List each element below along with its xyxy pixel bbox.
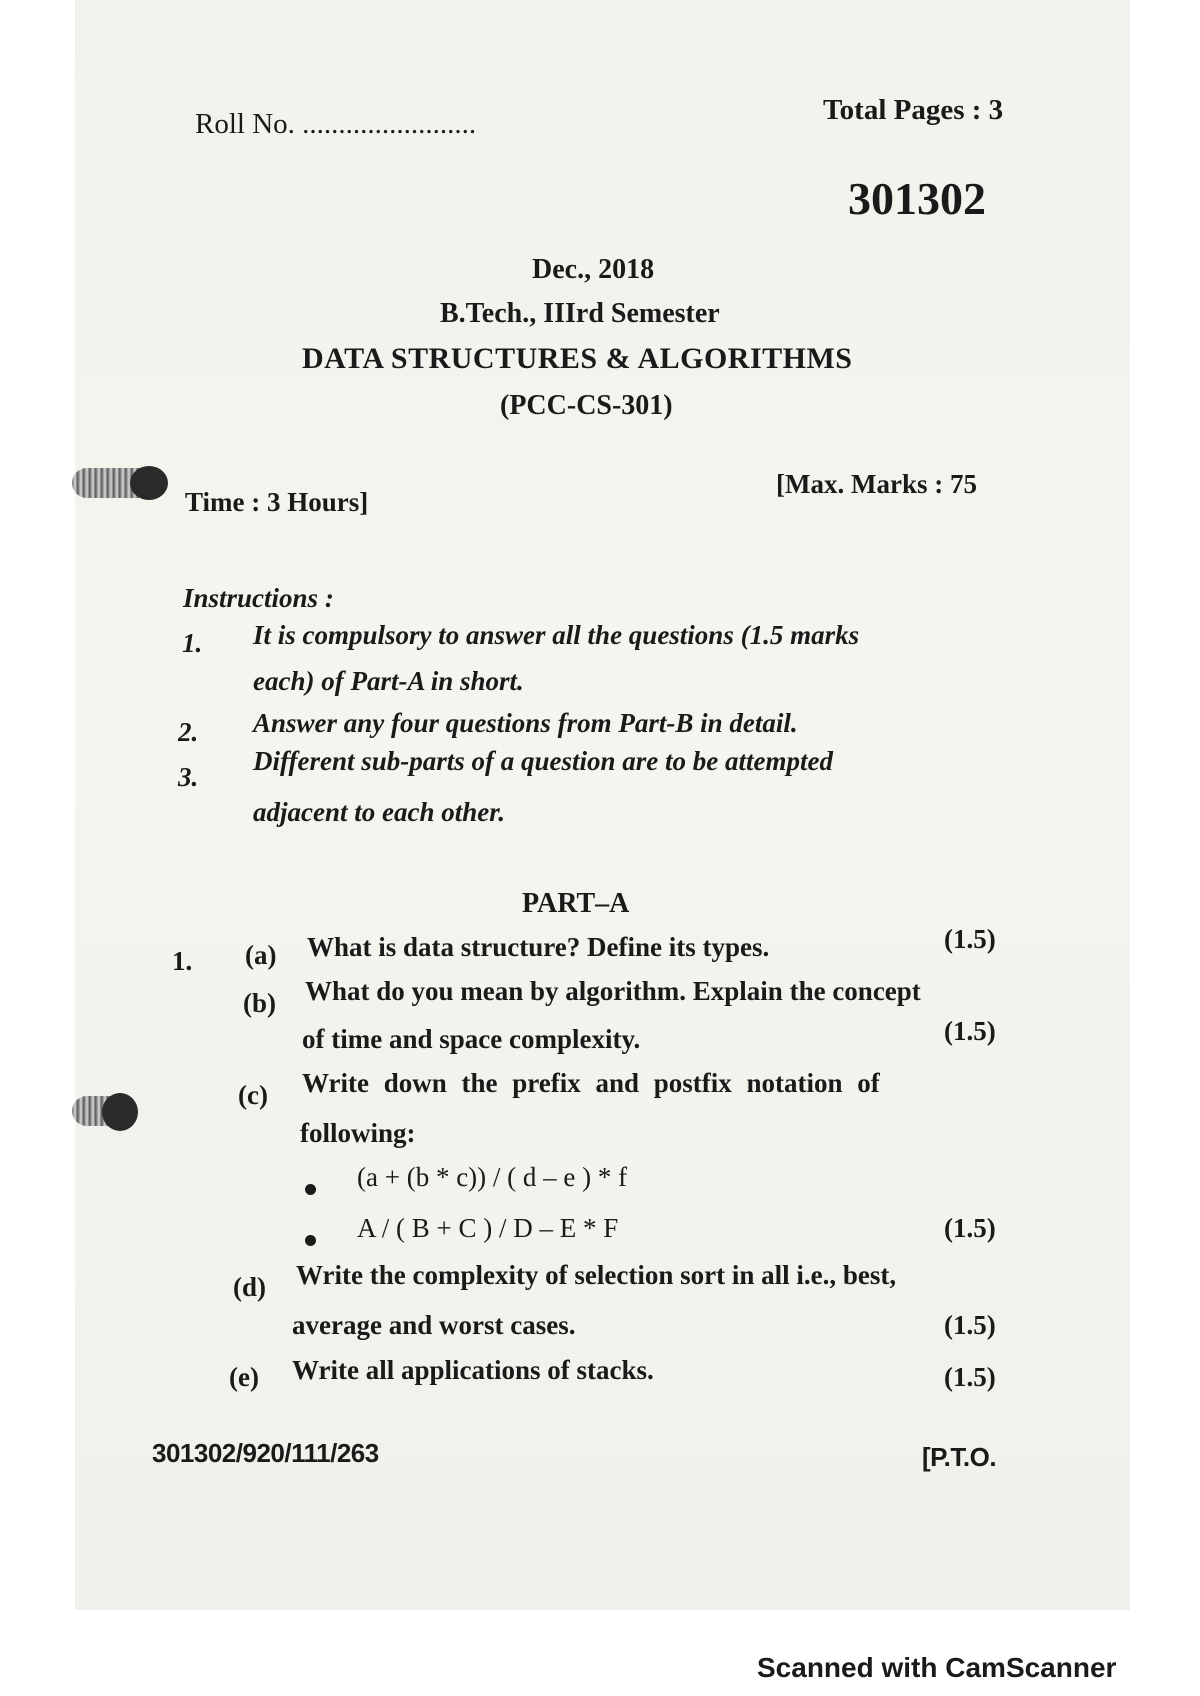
sub-question-text: average and worst cases. — [292, 1310, 576, 1340]
time-allowed: Time : 3 Hours] — [185, 487, 369, 517]
sub-question-text: What do you mean by algorithm. Explain the concept — [305, 976, 921, 1006]
marks: (1.5) — [944, 1310, 996, 1340]
total-pages: Total Pages : 3 — [823, 94, 1004, 126]
expression: A / ( B + C ) / D – E * F — [357, 1213, 619, 1243]
instruction-number: 2. — [178, 717, 199, 747]
instruction-text: Different sub-parts of a question are to be attempted — [253, 746, 833, 776]
sub-question-label: (c) — [238, 1080, 268, 1110]
max-marks: [Max. Marks : 75 — [776, 469, 977, 499]
course-name: B.Tech., IIIrd Semester — [440, 298, 720, 329]
instruction-text: adjacent to each other. — [253, 797, 505, 827]
marks: (1.5) — [944, 1362, 996, 1392]
sub-question-text: of time and space complexity. — [302, 1024, 641, 1054]
sub-question-text: Write down the prefix and postfix notation of — [302, 1068, 880, 1098]
footer-code: 301302/920/111/263 — [152, 1438, 379, 1468]
sub-question-text: following: — [300, 1118, 416, 1148]
binder-spring-bottom-end — [102, 1093, 138, 1131]
sub-question-label: (d) — [233, 1272, 266, 1302]
subject-title: DATA STRUCTURES & ALGORITHMS — [302, 342, 853, 375]
instruction-text: Answer any four questions from Part-B in detail. — [253, 708, 798, 738]
instruction-number: 1. — [182, 628, 203, 658]
paper-code: 301302 — [848, 173, 986, 224]
instruction-text: It is compulsory to answer all the questions (1.5 marks — [253, 620, 860, 650]
camscanner-watermark: Scanned with CamScanner — [757, 1652, 1117, 1683]
roll-no: Roll No. ........................ — [195, 108, 477, 140]
instructions-heading: Instructions : — [183, 583, 334, 613]
marks: (1.5) — [944, 1213, 996, 1243]
bullet-icon — [305, 1182, 316, 1200]
expression: (a + (b * c)) / ( d – e ) * f — [357, 1162, 628, 1192]
sub-question-text: Write the complexity of selection sort in all i.e., best, — [296, 1260, 897, 1290]
question-number: 1. — [172, 946, 193, 976]
sub-question-text: What is data structure? Define its types. — [307, 932, 770, 962]
bullet-icon — [305, 1233, 316, 1251]
sub-question-label: (b) — [243, 988, 276, 1018]
sub-question-label: (a) — [245, 940, 277, 970]
binder-spring-top-end — [130, 466, 168, 500]
instruction-number: 3. — [178, 762, 199, 792]
instruction-text: each) of Part-A in short. — [253, 666, 524, 696]
sub-question-text: Write all applications of stacks. — [292, 1355, 654, 1385]
pto-label: [P.T.O. — [922, 1442, 997, 1472]
part-a-heading: PART–A — [522, 888, 630, 919]
sub-question-label: (e) — [229, 1362, 259, 1392]
marks: (1.5) — [944, 1016, 996, 1046]
subject-code: (PCC-CS-301) — [500, 390, 673, 421]
marks: (1.5) — [944, 924, 996, 954]
exam-date: Dec., 2018 — [532, 254, 655, 285]
